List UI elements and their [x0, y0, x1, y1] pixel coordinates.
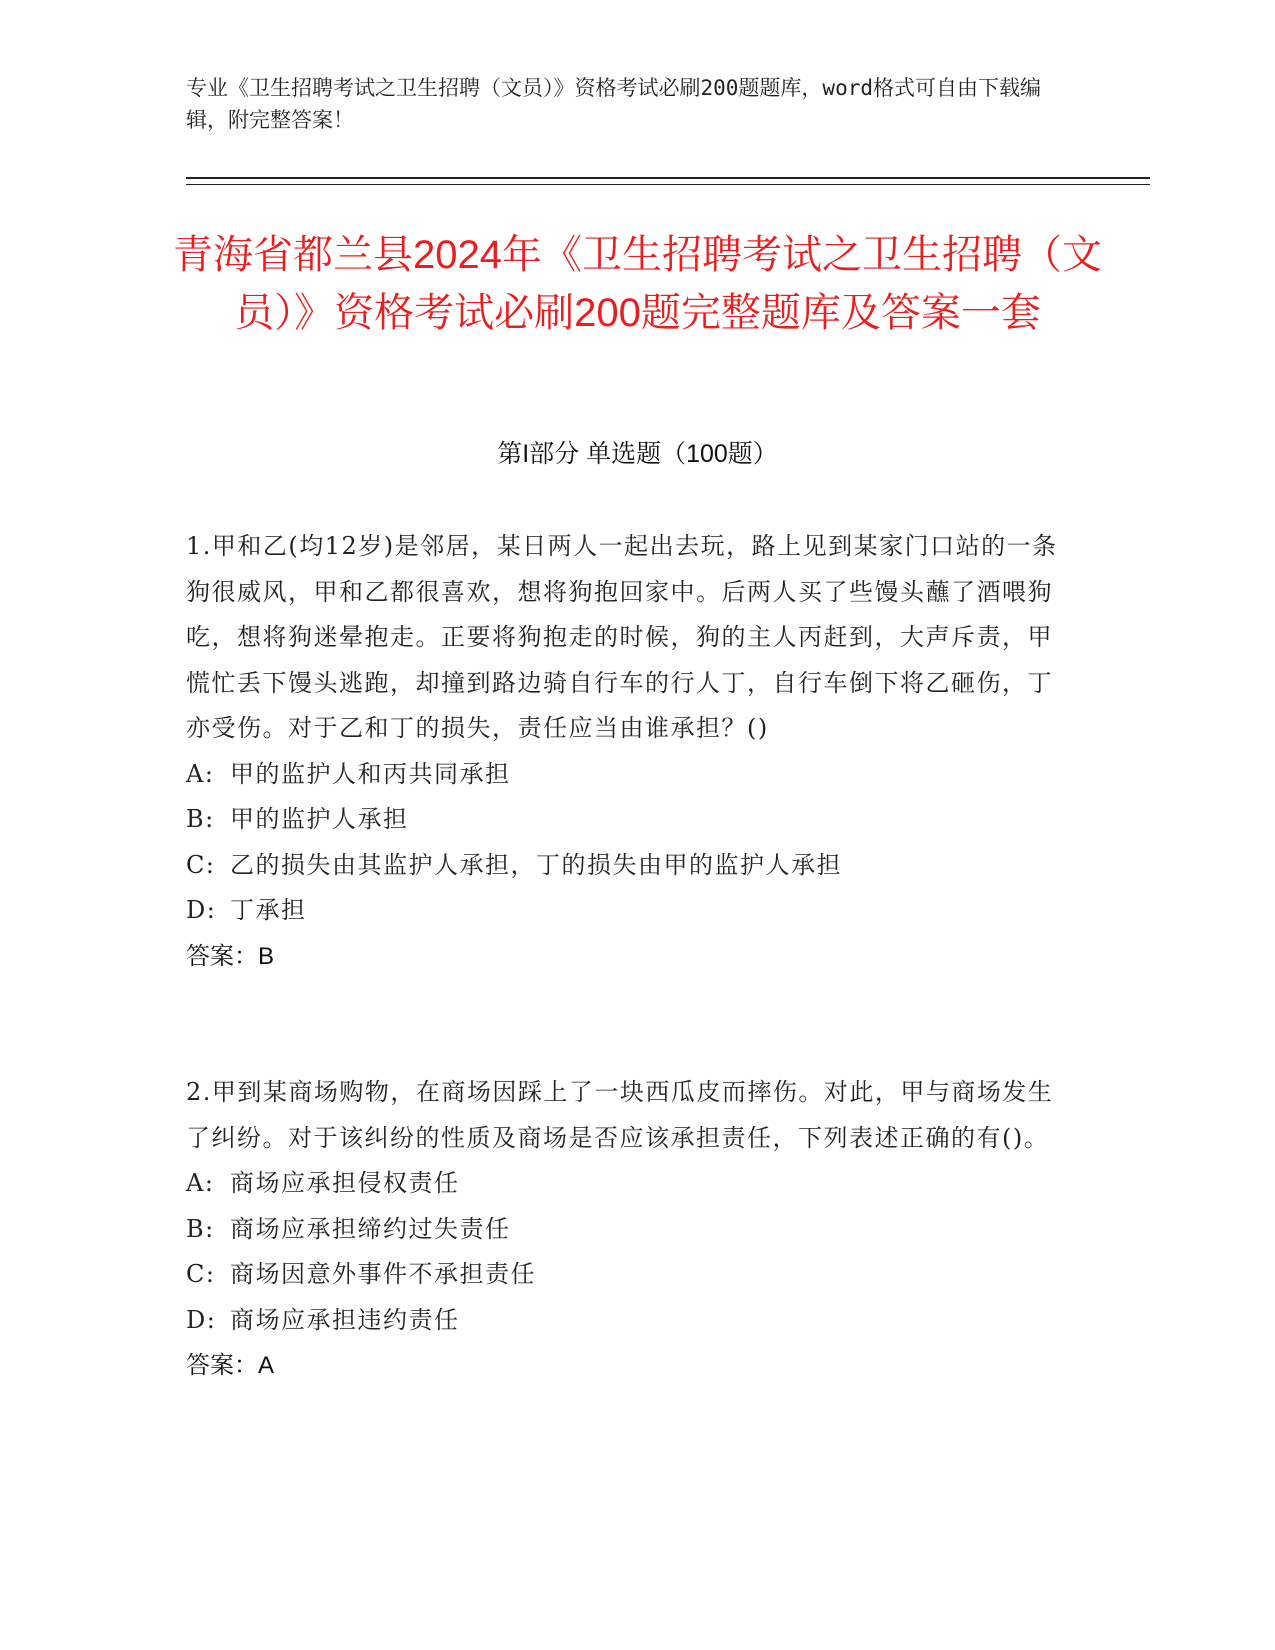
option-d — [186, 888, 1066, 934]
option-d — [186, 1298, 1066, 1344]
option-text: 商场应承担违约责任 — [230, 1305, 460, 1334]
option-text: 丁承担 — [230, 896, 307, 924]
option-b — [186, 1207, 1066, 1253]
question-2 — [186, 1070, 1066, 1389]
option-c — [186, 843, 1066, 889]
question-stem: 1.甲和乙(均12岁)是邻居，某日两人一起出去玩，路上见到某家门口站的一条狗很威风，甲和乙都很喜欢，想将狗抱回家中。后两人买了些馒头蘸了酒喂狗吃，想将狗迷晕抱走。正要将狗抱走的时候，狗的主人丙赶到，大声斥责，甲慌忙丢下馒头逃跑，却撞到路边骑自行车的行人丁，自行车倒下将乙砸伤，丁亦受伤。对于乙和丁的损失，责任应当由谁承担？() — [186, 532, 1058, 742]
header-divider-thick — [186, 177, 1150, 179]
option-letter: D: — [186, 1305, 217, 1334]
option-text: 商场因意外事件不承担责任 — [230, 1260, 536, 1288]
question-stem: 2.甲到某商场购物，在商场因踩上了一块西瓜皮而摔伤。对此，甲与商场发生了纠纷。对于该纠纷的性质及商场是否应该承担责任，下列表述正确的有()。 — [186, 1078, 1054, 1152]
option-text: 甲的监护人和丙共同承担 — [230, 759, 511, 788]
option-letter: A: — [186, 1169, 215, 1197]
option-c — [186, 1252, 1066, 1298]
option-text: 乙的损失由其监护人承担，丁的损失由甲的监护人承担 — [230, 850, 842, 879]
option-b — [186, 797, 1066, 843]
header-divider-thin — [186, 184, 1150, 185]
option-letter: C: — [186, 1260, 216, 1288]
answer-line: 答案：A — [186, 1352, 275, 1379]
section-heading: 第I部分 单选题（100题） — [497, 440, 778, 468]
option-a — [186, 752, 1066, 798]
option-a — [186, 1161, 1066, 1207]
header-note: 专业《卫生招聘考试之卫生招聘（文员）》资格考试必刷200题题库，word格式可自由下载编辑，附完整答案！ — [186, 76, 1041, 132]
answer-line: 答案：B — [186, 942, 275, 970]
option-letter: D: — [186, 896, 217, 924]
option-text: 商场应承担侵权责任 — [230, 1169, 460, 1197]
option-text: 商场应承担缔约过失责任 — [230, 1214, 511, 1243]
document-title: 青海省都兰县2024年《卫生招聘考试之卫生招聘（文员）》资格考试必刷200题完整题库及答案一套 — [173, 233, 1102, 335]
option-letter: C: — [186, 850, 216, 879]
question-1 — [186, 524, 1066, 979]
option-letter: B: — [186, 1214, 215, 1243]
option-text: 甲的监护人承担 — [230, 805, 409, 833]
option-letter: A: — [186, 759, 215, 788]
option-letter: B: — [186, 805, 215, 833]
